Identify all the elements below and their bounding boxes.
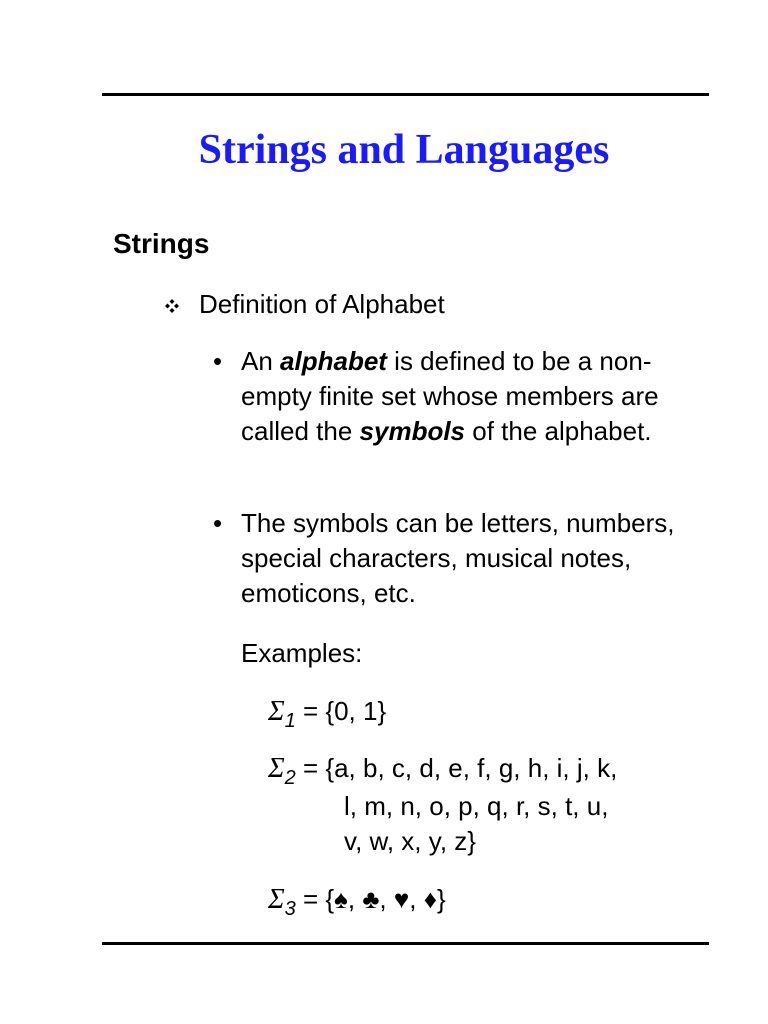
bullet1-text-pre: An: [241, 346, 281, 376]
example-sigma-3: [268, 882, 708, 920]
sigma-symbol: Σ: [268, 884, 285, 915]
sigma-subscript: 3: [284, 898, 296, 920]
example-set-line-3: v, w, x, y, z}: [344, 826, 476, 856]
example-set-line-1: = {a, b, c, d, e, f, g, h, i, j, k,: [303, 753, 618, 783]
four-diamond-bullet-icon: [165, 299, 179, 313]
bottom-divider-rule: [102, 942, 709, 945]
bullet1-text-post: of the alphabet.: [465, 416, 652, 446]
top-divider-rule: [102, 93, 709, 96]
sigma-symbol: Σ: [268, 753, 285, 784]
bullet-text: The symbols can be letters, numbers, special characters, musical notes, emoticons, etc.: [241, 508, 675, 608]
level1-list-item: [165, 287, 445, 321]
term-symbols: symbols: [359, 416, 466, 446]
bullet-text: [241, 344, 693, 449]
sigma-subscript: 1: [284, 710, 296, 732]
slide-title: Strings and Languages: [198, 127, 610, 173]
sigma-subscript: 2: [284, 767, 296, 789]
sigma-symbol: Σ: [268, 696, 285, 727]
term-alphabet: alphabet: [280, 346, 387, 376]
level1-item-label: Definition of Alphabet: [199, 289, 445, 319]
example-set-line-2: l, m, n, o, p, q, r, s, t, u,: [344, 791, 609, 821]
example-set: = {♠, ♣, ♥, ♦}: [303, 884, 446, 914]
section-heading: Strings: [113, 228, 210, 259]
bullet-dot: •: [213, 346, 223, 376]
example-sigma-1: [268, 694, 708, 732]
bullet-item-alphabet-definition: [213, 344, 693, 449]
bullet-item-symbol-types: [213, 506, 693, 611]
bullet1-text-mid: is defined to be a non-empty finite set whose members are called the: [241, 346, 659, 446]
examples-label: Examples:: [241, 638, 363, 668]
example-set: = {0, 1}: [303, 696, 387, 726]
example-sigma-2: [268, 751, 708, 859]
bullet-dot: •: [213, 508, 223, 538]
